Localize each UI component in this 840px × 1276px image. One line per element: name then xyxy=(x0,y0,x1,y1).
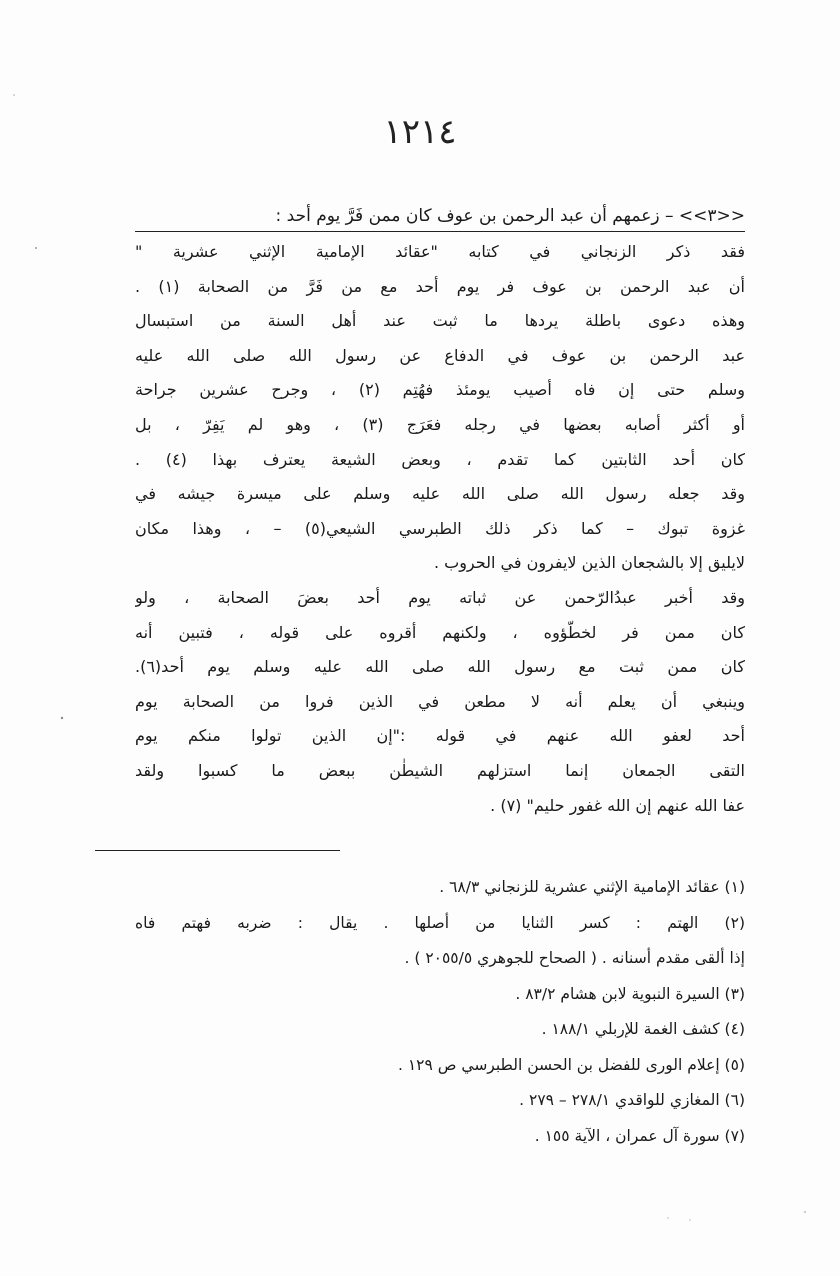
body-line: التقى الجمعان إنما استزلهم الشيطٰن ببعض ما كسبوا ولقد xyxy=(135,760,745,780)
body-line: فقد ذكر الزنجاني في كتابه "عقائد الإمامية الإثني عشرية " xyxy=(135,242,745,261)
body-line: كان ممن فر لخطّؤوه ، ولكنهم أقروه على قوله ، فتبين أنه xyxy=(135,622,745,642)
footnote: (٦) المغازي للواقدي ٢٧٨/١ – ٢٧٩ . xyxy=(519,1091,745,1109)
footnote: (٤) كشف الغمة للإربلي ١٨٨/١ . xyxy=(541,1020,745,1038)
section-heading: <<٣>> – زعمهم أن عبد الرحمن بن عوف كان ممن فَرَّ يوم أحد : xyxy=(135,202,745,232)
body-text xyxy=(135,235,745,823)
body-line: غزوة تبوك – كما ذكر ذلك الطبرسي الشيعي(٥) – ، وهذا مكان xyxy=(135,518,745,538)
body-line: أو أكثر أصابه بعضها في رجله فعَرَج (٣) ، وهو لم يَفِرّ ، بل xyxy=(135,414,745,434)
body-line: كان أحد الثابتين كما تقدم ، وبعض الشيعة يعترف بهذا (٤) . xyxy=(135,449,745,469)
body-line: لايليق إلا بالشجعان الذين لايفرون في الحروب . xyxy=(433,553,745,573)
footnote: (٢) الهتم : كسر الثنايا من أصلها . يقال : ضربه فهتم فاه xyxy=(135,913,745,932)
body-line: كان ممن ثبت مع رسول الله صلى الله عليه وسلم يوم أحد(٦). xyxy=(135,657,745,677)
page-number: ١٢١٤ xyxy=(383,112,457,152)
body-line: وقد جعله رسول الله صلى الله عليه وسلم على ميسرة جيشه في xyxy=(135,484,745,504)
footnote: (٥) إعلام الورى للفضل بن الحسن الطبرسي ص ١٢٩ . xyxy=(397,1055,745,1074)
footnotes xyxy=(135,870,745,1154)
footnote: (٧) سورة آل عمران ، الآية ١٥٥ . xyxy=(534,1126,745,1145)
footnote-continuation: إذا ألقى مقدم أسنانه . ( الصحاح للجوهري ٢٠٥٥/٥ ) . xyxy=(404,949,745,967)
body-line: وينبغي أن يعلم أنه لا مطعن في الذين فروا من الصحابة يوم xyxy=(135,691,745,711)
body-line: عبد الرحمن بن عوف في الدفاع عن رسول الله صلى الله عليه xyxy=(135,345,745,365)
body-line: أحد لعفو الله عنهم في قوله :"إن الذين تولوا منكم يوم xyxy=(135,726,745,746)
body-line: أن عبد الرحمن بن عوف فر يوم أحد مع من فَرَّ من الصحابة (١) . xyxy=(135,276,745,296)
body-line: عفا الله عنهم إن الله غفور حليم" (٧) . xyxy=(490,795,745,815)
body-line: وسلم حتى إن فاه أصيب يومئذ فهُتِم (٢) ، وجرح عشرين جراحة xyxy=(135,380,745,400)
body-line: وقد أخبر عبدُالرّحمن عن ثباته يوم أحد بعضَ الصحابة ، ولو xyxy=(135,587,745,607)
footnote: (١) عقائد الإمامية الإثني عشرية للزنجاني ٦٨/٣ . xyxy=(439,878,745,896)
footnote-separator xyxy=(95,850,340,851)
body-line: وهذه دعوى باطلة يردها ما ثبت عند أهل السنة من استبسال xyxy=(135,311,745,331)
footnote: (٣) السيرة النبوية لابن هشام ٨٣/٢ . xyxy=(515,984,745,1003)
